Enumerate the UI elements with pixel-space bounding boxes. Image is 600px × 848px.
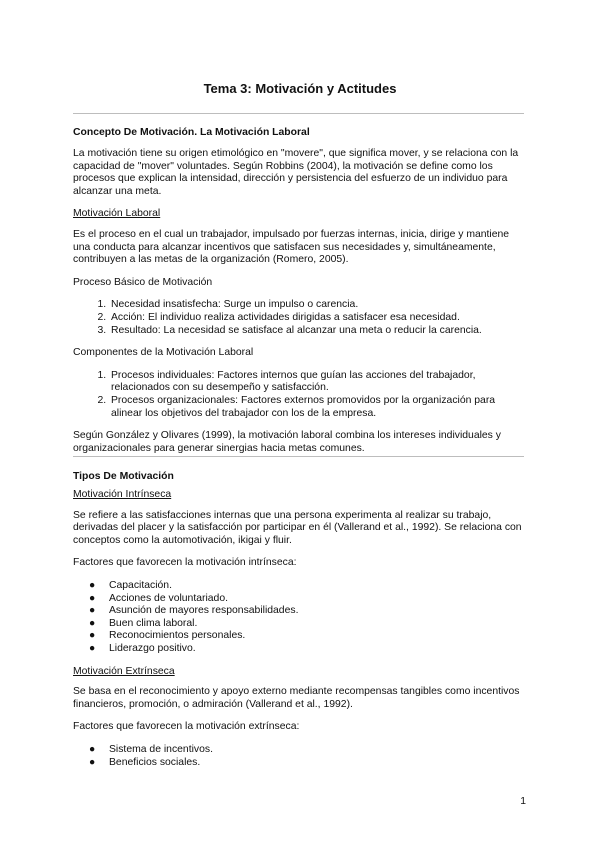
extrinseca-list [73,744,525,769]
subheading-extrinseca: Motivación Extrínseca [73,665,175,677]
subheading-intrinseca: Motivación Intrínseca [73,489,172,500]
list-item: ● Liderazgo positivo. [89,642,196,654]
section-heading: Concepto De Motivación. La Motivación Laboral [73,127,310,138]
subheading-motivacion-laboral: Motivación Laboral [73,208,161,220]
list-item: ● Reconocimientos personales. [89,630,246,642]
bullet-icon: ● [89,605,96,617]
list-item: 3. Resultado: La necesidad se satisface al alcanzar una meta o reducir la carencia. [109,325,525,338]
document-title: Tema 3: Motivación y Actitudes [203,81,397,96]
bullet-icon: ● [89,756,96,768]
bullet-icon: ● [89,630,96,642]
closing-paragraph: Según González y Olivares (1999), la motivación laboral combina los intereses individuales y organizacionales para generar sinergias hacia metas comunes. [73,430,501,454]
divider [73,113,524,114]
list-item: ● Asunción de mayores responsabilidades. [89,605,299,617]
list-item: ● Beneficios sociales. [89,756,201,768]
section-concepto [73,127,525,465]
bullet-icon: ● [89,579,96,591]
bullet-icon: ● [89,617,96,629]
extrinseca-factores-heading: Factores que favorecen la motivación extrínseca: [73,721,300,733]
list-item: ● Capacitación. [89,579,172,591]
list-item: 2. Acción: El individuo realiza actividades dirigidas a satisfacer esa necesidad. [109,312,525,325]
intrinseca-paragraph: Se refiere a las satisfacciones internas que una persona experimenta al realizar su trabajo, derivadas del placer y la satisfacción por participar en él (Vallerand et al., 1992). Se relaciona con conceptos como la automotivación, ikigai y fluir. [73,509,522,546]
intrinseca-list [73,580,525,656]
page-number: 1 [520,796,526,807]
section-heading: Tipos De Motivación [73,471,174,482]
list-item: ● Buen clima laboral. [89,617,198,629]
proceso-list [73,299,525,337]
intrinseca-factores-heading: Factores que favorecen la motivación intrínseca: [73,557,297,569]
list-item: ● Sistema de incentivos. [89,743,213,755]
bullet-icon: ● [89,592,96,604]
list-item: 1. Necesidad insatisfecha: Surge un impulso o carencia. [109,299,525,312]
intro-paragraph: La motivación tiene su origen etimológico en "movere", que significa mover, y se relaciona con la capacidad de "mover" voluntades. Según Robbins (2004), la motivación se define como los procesos que explican la intensidad, dirección y persistencia del esfuerzo de un individuo para alcanzar una meta. [73,148,519,197]
laboral-paragraph: Es el proceso en el cual un trabajador, impulsado por fuerzas internas, inicia, dirige y mantiene una conducta para alcanzar incentivos que satisfacen sus necesidades y, simultáneamente, contribuyen a las metas de la organización (Romero, 2005). [73,228,510,266]
list-item: 1. Procesos individuales: Factores internos que guían las acciones del trabajador, relacionados con su desempeño y satisfacción. [109,370,525,395]
divider [73,456,524,457]
section-tipos [73,471,525,779]
list-item: 2. Procesos organizacionales: Factores externos promovidos por la organización para alinear los objetivos del trabajador con los de la empresa. [109,395,525,420]
bullet-icon: ● [89,743,96,755]
bullet-icon: ● [89,642,96,654]
subheading-proceso: Proceso Básico de Motivación [73,276,213,288]
componentes-list [73,370,525,420]
subheading-componentes: Componentes de la Motivación Laboral [73,347,254,359]
extrinseca-paragraph: Se basa en el reconocimiento y apoyo externo mediante recompensas tangibles como incentivos financieros, promoción, o admiración (Vallerand et al., 1992). [73,686,520,710]
list-item: ● Acciones de voluntariado. [89,592,228,604]
